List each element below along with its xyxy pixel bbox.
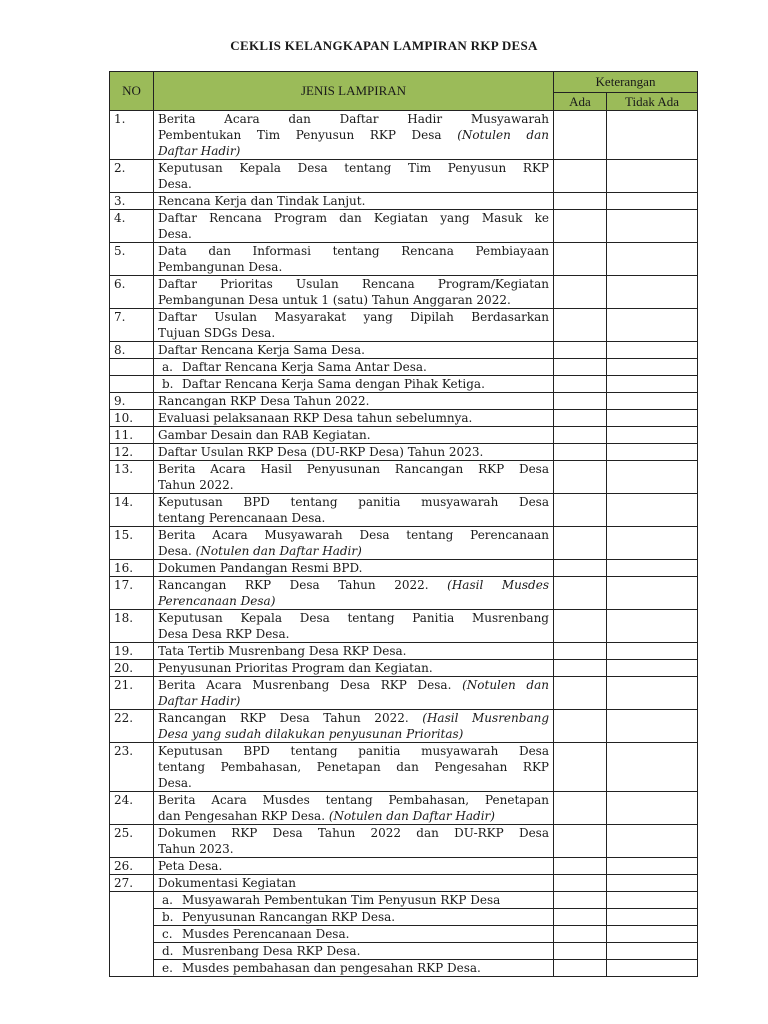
- description-text: Berita Acara Musrenbang Desa RKP Desa.: [158, 678, 463, 692]
- table-row: [110, 743, 698, 792]
- row-description: [154, 309, 554, 342]
- table-row: [110, 342, 698, 359]
- tidak-ada-checkbox-cell[interactable]: [607, 494, 698, 527]
- row-number: 11.: [110, 427, 154, 444]
- table-row: [110, 444, 698, 461]
- description-text: Daftar Usulan Masyarakat yang Dipilah Berdasarkan: [158, 310, 549, 324]
- description-note: (Notulen dan: [457, 128, 550, 142]
- ada-checkbox-cell[interactable]: [554, 276, 607, 309]
- description-note: Daftar Hadir): [158, 144, 241, 158]
- description-text: Tata Tertib Musrenbang Desa RKP Desa.: [158, 644, 407, 658]
- description-text: Penyusunan Rancangan RKP Desa.: [182, 910, 396, 924]
- description-text: Musdes pembahasan dan pengesahan RKP Desa.: [182, 961, 481, 975]
- row-description: [154, 359, 554, 376]
- description-line: [158, 808, 549, 824]
- row-description: [154, 677, 554, 710]
- row-description: [154, 444, 554, 461]
- description-line: [158, 543, 549, 559]
- description-text: Daftar Rencana Kerja Sama Antar Desa.: [182, 360, 427, 374]
- tidak-ada-checkbox-cell[interactable]: [607, 943, 698, 960]
- description-text: Daftar Usulan RKP Desa (DU-RKP Desa) Tahun 2023.: [158, 445, 484, 459]
- description-line: [158, 461, 549, 477]
- row-number: 12.: [110, 444, 154, 461]
- description-text: Rancangan RKP Desa Tahun 2022.: [158, 394, 370, 408]
- description-text: Data dan Informasi tentang Rencana Pembiayaan: [158, 244, 549, 258]
- description-line: [158, 693, 549, 709]
- tidak-ada-checkbox-cell[interactable]: [607, 643, 698, 660]
- ada-checkbox-cell[interactable]: [554, 560, 607, 577]
- description-text: Berita Acara Musyawarah Desa tentang Perencanaan: [158, 528, 549, 542]
- description-text: Musrenbang Desa RKP Desa.: [182, 944, 361, 958]
- description-text: Penyusunan Prioritas Program dan Kegiatan.: [158, 661, 433, 675]
- row-number: 7.: [110, 309, 154, 342]
- row-description: [154, 461, 554, 494]
- table-row: [110, 193, 698, 210]
- tidak-ada-checkbox-cell[interactable]: [607, 276, 698, 309]
- description-text: Keputusan BPD tentang panitia musyawarah Desa: [158, 495, 549, 509]
- description-line: [158, 743, 549, 759]
- description-line: [158, 342, 549, 358]
- description-line: [158, 527, 549, 543]
- ada-checkbox-cell[interactable]: [554, 875, 607, 892]
- sub-item-letter: c.: [162, 927, 173, 941]
- tidak-ada-checkbox-cell[interactable]: [607, 309, 698, 342]
- row-number: 20.: [110, 660, 154, 677]
- row-number: 25.: [110, 825, 154, 858]
- row-number: 21.: [110, 677, 154, 710]
- ada-checkbox-cell[interactable]: [554, 494, 607, 527]
- description-text: Desa.: [158, 227, 192, 241]
- description-line: [158, 560, 549, 576]
- row-number: 3.: [110, 193, 154, 210]
- description-line: [158, 176, 549, 192]
- description-text: Daftar Rencana Kerja Sama Desa.: [158, 343, 365, 357]
- description-line: [158, 825, 549, 841]
- description-text: Berita Acara Musdes tentang Pembahasan, Penetapan: [158, 793, 549, 807]
- tidak-ada-checkbox-cell[interactable]: [607, 792, 698, 825]
- header-keterangan: Keterangan: [554, 72, 698, 93]
- header-jenis-lampiran: JENIS LAMPIRAN: [154, 72, 554, 111]
- row-number: 10.: [110, 410, 154, 427]
- description-line: [158, 143, 549, 159]
- tidak-ada-checkbox-cell[interactable]: [607, 342, 698, 359]
- description-line: [158, 626, 549, 642]
- description-line: [158, 510, 549, 526]
- row-number: 15.: [110, 527, 154, 560]
- row-number: 16.: [110, 560, 154, 577]
- row-number: 19.: [110, 643, 154, 660]
- table-row: [110, 677, 698, 710]
- tidak-ada-checkbox-cell[interactable]: [607, 243, 698, 276]
- row-description: [154, 276, 554, 309]
- row-description: [154, 960, 554, 977]
- table-row: [110, 858, 698, 875]
- description-text: Rencana Kerja dan Tindak Lanjut.: [158, 194, 366, 208]
- description-note: Daftar Hadir): [158, 694, 241, 708]
- description-line: [158, 677, 549, 693]
- table-row: [110, 960, 698, 977]
- row-description: [154, 875, 554, 892]
- description-line: [158, 926, 549, 942]
- row-description: [154, 210, 554, 243]
- table-row: [110, 359, 698, 376]
- description-line: [158, 909, 549, 925]
- tidak-ada-checkbox-cell[interactable]: [607, 677, 698, 710]
- description-text: tentang Pembahasan, Penetapan dan Pengesahan RKP: [158, 760, 549, 774]
- table-row: [110, 243, 698, 276]
- description-line: [158, 577, 549, 593]
- description-text: Evaluasi pelaksanaan RKP Desa tahun sebelumnya.: [158, 411, 473, 425]
- checklist-table: [109, 71, 698, 977]
- table-row: [110, 792, 698, 825]
- description-text: Desa Desa RKP Desa.: [158, 627, 290, 641]
- table-row: [110, 410, 698, 427]
- tidak-ada-checkbox-cell[interactable]: [607, 858, 698, 875]
- table-row: [110, 926, 698, 943]
- row-description: [154, 858, 554, 875]
- ada-checkbox-cell[interactable]: [554, 825, 607, 858]
- sub-item-letter: a.: [162, 893, 173, 907]
- description-text: Dokumentasi Kegiatan: [158, 876, 296, 890]
- row-description: [154, 943, 554, 960]
- row-number: 17.: [110, 577, 154, 610]
- description-line: [158, 127, 549, 143]
- tidak-ada-checkbox-cell[interactable]: [607, 892, 698, 909]
- description-line: [158, 494, 549, 510]
- ada-checkbox-cell[interactable]: [554, 610, 607, 643]
- description-text: Pembentukan Tim Penyusun RKP Desa: [158, 128, 458, 142]
- table-row: [110, 560, 698, 577]
- description-line: [158, 643, 549, 659]
- ada-checkbox-cell[interactable]: [554, 210, 607, 243]
- tidak-ada-checkbox-cell[interactable]: [607, 376, 698, 393]
- description-line: [158, 610, 549, 626]
- row-description: [154, 909, 554, 926]
- description-line: [158, 875, 549, 891]
- ada-checkbox-cell[interactable]: [554, 309, 607, 342]
- ada-checkbox-cell[interactable]: [554, 660, 607, 677]
- description-line: [158, 376, 549, 392]
- description-line: [158, 226, 549, 242]
- table-row: [110, 461, 698, 494]
- sub-item-letter: a.: [162, 360, 173, 374]
- description-text: Gambar Desain dan RAB Kegiatan.: [158, 428, 371, 442]
- description-note: (Notulen dan Daftar Hadir): [328, 809, 495, 823]
- description-text: Musyawarah Pembentukan Tim Penyusun RKP Desa: [182, 893, 501, 907]
- ada-checkbox-cell[interactable]: [554, 243, 607, 276]
- row-description: [154, 342, 554, 359]
- row-number: 22.: [110, 710, 154, 743]
- table-row: [110, 710, 698, 743]
- ada-checkbox-cell[interactable]: [554, 393, 607, 410]
- description-line: [158, 292, 549, 308]
- description-text: Keputusan Kepala Desa tentang Tim Penyusun RKP: [158, 161, 549, 175]
- description-line: [158, 943, 549, 959]
- table-row: [110, 393, 698, 410]
- tidak-ada-checkbox-cell[interactable]: [607, 111, 698, 160]
- tidak-ada-checkbox-cell[interactable]: [607, 577, 698, 610]
- tidak-ada-checkbox-cell[interactable]: [607, 193, 698, 210]
- table-row: [110, 210, 698, 243]
- row-description: [154, 926, 554, 943]
- ada-checkbox-cell[interactable]: [554, 427, 607, 444]
- description-text: Keputusan BPD tentang panitia musyawarah Desa: [158, 744, 549, 758]
- description-line: [158, 160, 549, 176]
- description-text: Rancangan RKP Desa Tahun 2022.: [158, 711, 423, 725]
- sub-item-letter: e.: [162, 961, 173, 975]
- ada-checkbox-cell[interactable]: [554, 160, 607, 193]
- table-row: [110, 909, 698, 926]
- ada-checkbox-cell[interactable]: [554, 359, 607, 376]
- row-description: [154, 743, 554, 792]
- ada-checkbox-cell[interactable]: [554, 926, 607, 943]
- row-number: [110, 376, 154, 393]
- ada-checkbox-cell[interactable]: [554, 792, 607, 825]
- description-line: [158, 111, 549, 127]
- row-number: 6.: [110, 276, 154, 309]
- table-header: [110, 72, 698, 111]
- description-line: [158, 259, 549, 275]
- row-description: [154, 427, 554, 444]
- tidak-ada-checkbox-cell[interactable]: [607, 926, 698, 943]
- row-number: 4.: [110, 210, 154, 243]
- description-note: Desa yang sudah dilakukan penyusunan Prioritas): [158, 727, 464, 741]
- description-text: Tahun 2022.: [158, 478, 234, 492]
- description-text: Dokumen RKP Desa Tahun 2022 dan DU-RKP Desa: [158, 826, 549, 840]
- header-ada: Ada: [554, 93, 607, 111]
- ada-checkbox-cell[interactable]: [554, 111, 607, 160]
- tidak-ada-checkbox-cell[interactable]: [607, 660, 698, 677]
- tidak-ada-checkbox-cell[interactable]: [607, 710, 698, 743]
- tidak-ada-checkbox-cell[interactable]: [607, 160, 698, 193]
- description-line: [158, 193, 549, 209]
- tidak-ada-checkbox-cell[interactable]: [607, 359, 698, 376]
- description-text: dan Pengesahan RKP Desa.: [158, 809, 329, 823]
- description-text: Pembangunan Desa.: [158, 260, 283, 274]
- description-text: Daftar Rencana Kerja Sama dengan Pihak Ketiga.: [182, 377, 485, 391]
- ada-checkbox-cell[interactable]: [554, 909, 607, 926]
- description-line: [158, 792, 549, 808]
- row-description: [154, 892, 554, 909]
- ada-checkbox-cell[interactable]: [554, 858, 607, 875]
- tidak-ada-checkbox-cell[interactable]: [607, 410, 698, 427]
- description-line: [158, 775, 549, 791]
- table-body: [110, 111, 698, 977]
- description-text: Berita Acara Hasil Penyusunan Rancangan RKP Desa: [158, 462, 549, 476]
- row-number: 8.: [110, 342, 154, 359]
- description-line: [158, 444, 549, 460]
- description-line: [158, 858, 549, 874]
- description-line: [158, 276, 549, 292]
- tidak-ada-checkbox-cell[interactable]: [607, 427, 698, 444]
- description-line: [158, 841, 549, 857]
- header-tidak-ada: Tidak Ada: [607, 93, 698, 111]
- description-line: [158, 393, 549, 409]
- table-row: [110, 875, 698, 892]
- row-number: 9.: [110, 393, 154, 410]
- row-number: 26.: [110, 858, 154, 875]
- description-text: Pembangunan Desa untuk 1 (satu) Tahun Anggaran 2022.: [158, 293, 511, 307]
- tidak-ada-checkbox-cell[interactable]: [607, 393, 698, 410]
- table-row: [110, 111, 698, 160]
- ada-checkbox-cell[interactable]: [554, 710, 607, 743]
- table-row: [110, 160, 698, 193]
- row-number: [110, 892, 154, 977]
- row-description: [154, 610, 554, 643]
- description-line: [158, 892, 549, 908]
- row-number: 14.: [110, 494, 154, 527]
- description-text: Musdes Perencanaan Desa.: [182, 927, 350, 941]
- tidak-ada-checkbox-cell[interactable]: [607, 560, 698, 577]
- description-line: [158, 710, 549, 726]
- row-description: [154, 660, 554, 677]
- description-line: [158, 726, 549, 742]
- description-line: [158, 325, 549, 341]
- row-description: [154, 494, 554, 527]
- tidak-ada-checkbox-cell[interactable]: [607, 610, 698, 643]
- ada-checkbox-cell[interactable]: [554, 743, 607, 792]
- tidak-ada-checkbox-cell[interactable]: [607, 210, 698, 243]
- tidak-ada-checkbox-cell[interactable]: [607, 875, 698, 892]
- description-text: Rancangan RKP Desa Tahun 2022.: [158, 578, 448, 592]
- document-title: CEKLIS KELANGKAPAN LAMPIRAN RKP DESA: [230, 38, 538, 53]
- row-description: [154, 393, 554, 410]
- table-row: [110, 527, 698, 560]
- ada-checkbox-cell[interactable]: [554, 376, 607, 393]
- table-row: [110, 943, 698, 960]
- description-note: Perencanaan Desa): [158, 594, 276, 608]
- table-row: [110, 427, 698, 444]
- ada-checkbox-cell[interactable]: [554, 444, 607, 461]
- description-text: Tujuan SDGs Desa.: [158, 326, 276, 340]
- row-description: [154, 560, 554, 577]
- row-description: [154, 825, 554, 858]
- description-text: Dokumen Pandangan Resmi BPD.: [158, 561, 363, 575]
- description-line: [158, 660, 549, 676]
- ada-checkbox-cell[interactable]: [554, 943, 607, 960]
- tidak-ada-checkbox-cell[interactable]: [607, 527, 698, 560]
- tidak-ada-checkbox-cell[interactable]: [607, 444, 698, 461]
- table-row: [110, 660, 698, 677]
- table-row: [110, 610, 698, 643]
- description-line: [158, 427, 549, 443]
- table-row: [110, 494, 698, 527]
- row-description: [154, 577, 554, 610]
- ada-checkbox-cell[interactable]: [554, 643, 607, 660]
- ada-checkbox-cell[interactable]: [554, 461, 607, 494]
- table-row: [110, 825, 698, 858]
- description-note: (Notulen dan: [462, 678, 549, 692]
- tidak-ada-checkbox-cell[interactable]: [607, 743, 698, 792]
- table-row: [110, 276, 698, 309]
- row-number: 18.: [110, 610, 154, 643]
- ada-checkbox-cell[interactable]: [554, 527, 607, 560]
- row-number: 24.: [110, 792, 154, 825]
- description-text: Tahun 2023.: [158, 842, 234, 856]
- row-number: 23.: [110, 743, 154, 792]
- tidak-ada-checkbox-cell[interactable]: [607, 825, 698, 858]
- row-description: [154, 193, 554, 210]
- description-line: [158, 309, 549, 325]
- tidak-ada-checkbox-cell[interactable]: [607, 909, 698, 926]
- row-number: 2.: [110, 160, 154, 193]
- table-row: [110, 376, 698, 393]
- sub-item-letter: b.: [162, 377, 174, 391]
- row-description: [154, 792, 554, 825]
- description-note: (Hasil Musdes: [447, 578, 549, 592]
- sub-item-letter: d.: [162, 944, 174, 958]
- ada-checkbox-cell[interactable]: [554, 193, 607, 210]
- tidak-ada-checkbox-cell[interactable]: [607, 461, 698, 494]
- row-number: 27.: [110, 875, 154, 892]
- description-line: [158, 410, 549, 426]
- row-description: [154, 643, 554, 660]
- table-row: [110, 643, 698, 660]
- description-text: Keputusan Kepala Desa tentang Panitia Musrenbang: [158, 611, 549, 625]
- description-note: (Hasil Musrenbang: [422, 711, 550, 725]
- row-description: [154, 111, 554, 160]
- row-description: [154, 527, 554, 560]
- table-row: [110, 577, 698, 610]
- row-number: [110, 359, 154, 376]
- description-line: [158, 759, 549, 775]
- description-text: Peta Desa.: [158, 859, 223, 873]
- description-text: Daftar Prioritas Usulan Rencana Program/Kegiatan: [158, 277, 549, 291]
- ada-checkbox-cell[interactable]: [554, 410, 607, 427]
- description-text: Desa.: [158, 177, 192, 191]
- description-text: Berita Acara dan Daftar Hadir Musyawarah: [158, 112, 549, 126]
- ada-checkbox-cell[interactable]: [554, 677, 607, 710]
- description-line: [158, 243, 549, 259]
- table-row: [110, 309, 698, 342]
- sub-item-letter: b.: [162, 910, 174, 924]
- description-line: [158, 210, 549, 226]
- row-description: [154, 243, 554, 276]
- row-description: [154, 410, 554, 427]
- row-description: [154, 160, 554, 193]
- table-row: [110, 892, 698, 909]
- ada-checkbox-cell[interactable]: [554, 960, 607, 977]
- row-number: 1.: [110, 111, 154, 160]
- description-text: Desa.: [158, 544, 196, 558]
- description-line: [158, 477, 549, 493]
- description-line: [158, 593, 549, 609]
- ada-checkbox-cell[interactable]: [554, 342, 607, 359]
- description-text: Daftar Rencana Program dan Kegiatan yang Masuk ke: [158, 211, 549, 225]
- description-line: [158, 359, 549, 375]
- tidak-ada-checkbox-cell[interactable]: [607, 960, 698, 977]
- description-text: tentang Perencanaan Desa.: [158, 511, 326, 525]
- description-text: Desa.: [158, 776, 192, 790]
- header-no: NO: [110, 72, 154, 111]
- row-number: 13.: [110, 461, 154, 494]
- row-description: [154, 710, 554, 743]
- description-line: [158, 960, 549, 976]
- ada-checkbox-cell[interactable]: [554, 577, 607, 610]
- row-number: 5.: [110, 243, 154, 276]
- row-description: [154, 376, 554, 393]
- description-note: (Notulen dan Daftar Hadir): [195, 544, 362, 558]
- ada-checkbox-cell[interactable]: [554, 892, 607, 909]
